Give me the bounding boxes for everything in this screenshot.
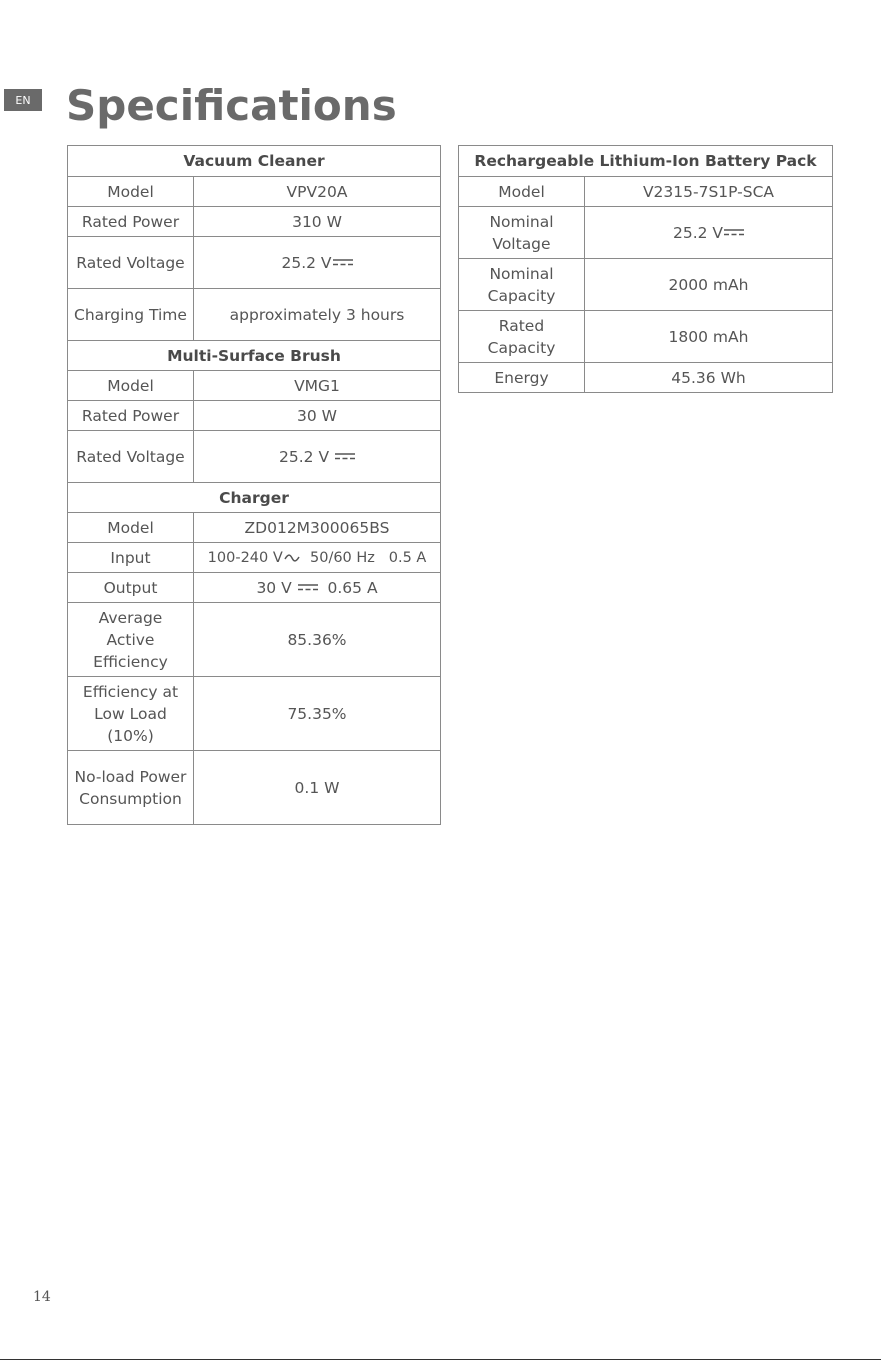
- spec-value: approximately 3 hours: [194, 289, 441, 341]
- table-row: [68, 543, 441, 573]
- section-heading-vacuum-cleaner: Vacuum Cleaner: [68, 146, 441, 177]
- table-row: [68, 677, 441, 751]
- spec-value: 45.36 Wh: [585, 363, 833, 393]
- spec-label: Charging Time: [68, 289, 194, 341]
- specs-table-right: [458, 145, 833, 393]
- table-row: [68, 573, 441, 603]
- spec-value: 2000 mAh: [585, 259, 833, 311]
- table-row: [68, 513, 441, 543]
- dc-current-icon: [724, 228, 744, 236]
- table-row: [68, 146, 441, 177]
- table-row: [459, 311, 833, 363]
- spec-value: 310 W: [194, 207, 441, 237]
- table-row: [459, 146, 833, 177]
- spec-value: 85.36%: [194, 603, 441, 677]
- dc-current-icon: [335, 452, 355, 460]
- spec-value: 75.35%: [194, 677, 441, 751]
- bottom-rule: [0, 1359, 881, 1360]
- spec-label: Nominal Voltage: [459, 207, 585, 259]
- spec-value: V2315-7S1P-SCA: [585, 177, 833, 207]
- section-heading-battery-pack: Rechargeable Lithium-Ion Battery Pack: [459, 146, 833, 177]
- spec-value: 25.2 V: [672, 223, 724, 242]
- spec-label: Rated Power: [68, 207, 194, 237]
- spec-value-cell: [194, 431, 441, 483]
- table-row: [459, 207, 833, 259]
- table-row: [68, 483, 441, 513]
- spec-value-cell: [194, 237, 441, 289]
- table-row: [68, 431, 441, 483]
- spec-label: Model: [459, 177, 585, 207]
- input-voltage: 100-240 V: [207, 549, 283, 566]
- section-heading-charger: Charger: [68, 483, 441, 513]
- spec-label: No-load Power Consumption: [68, 751, 194, 825]
- spec-label: Output: [68, 573, 194, 603]
- spec-value: 0.1 W: [194, 751, 441, 825]
- page-title: Specifications: [66, 81, 397, 130]
- specs-table-left: [67, 145, 441, 825]
- input-frequency-current: 50/60 Hz 0.5 A: [310, 549, 427, 566]
- dc-current-icon: [333, 258, 353, 266]
- table-row: [459, 177, 833, 207]
- spec-value: 30 W: [194, 401, 441, 431]
- spec-label: Rated Voltage: [68, 237, 194, 289]
- output-voltage: 30 V: [256, 578, 292, 597]
- table-row: [68, 603, 441, 677]
- spec-label: Nominal Capacity: [459, 259, 585, 311]
- table-row: [459, 363, 833, 393]
- spec-label: Model: [68, 371, 194, 401]
- page-number: 14: [33, 1289, 51, 1305]
- table-row: [68, 341, 441, 371]
- table-row: [68, 177, 441, 207]
- spec-value: ZD012M300065BS: [194, 513, 441, 543]
- ac-current-icon: [284, 554, 300, 562]
- spec-value: 1800 mAh: [585, 311, 833, 363]
- section-heading-multi-surface-brush: Multi-Surface Brush: [68, 341, 441, 371]
- table-row: [68, 401, 441, 431]
- spec-value: VMG1: [194, 371, 441, 401]
- spec-label: Rated Voltage: [68, 431, 194, 483]
- table-row: [459, 259, 833, 311]
- spec-value: 25.2 V: [279, 447, 330, 466]
- language-badge: EN: [4, 89, 42, 111]
- dc-current-icon: [298, 583, 318, 591]
- spec-value-cell: [194, 543, 441, 573]
- table-row: [68, 237, 441, 289]
- spec-label: Input: [68, 543, 194, 573]
- spec-value-cell: [585, 207, 833, 259]
- spec-label: Model: [68, 177, 194, 207]
- spec-label: Average Active Efficiency: [68, 603, 194, 677]
- output-current: 0.65 A: [327, 578, 378, 597]
- spec-label: Efficiency at Low Load (10%): [68, 677, 194, 751]
- table-row: [68, 289, 441, 341]
- spec-label: Model: [68, 513, 194, 543]
- spec-value: VPV20A: [194, 177, 441, 207]
- table-row: [68, 371, 441, 401]
- spec-label: Rated Power: [68, 401, 194, 431]
- spec-value: 25.2 V: [281, 253, 332, 272]
- table-row: [68, 207, 441, 237]
- table-row: [68, 751, 441, 825]
- spec-label: Rated Capacity: [459, 311, 585, 363]
- spec-value-cell: [194, 573, 441, 603]
- spec-label: Energy: [459, 363, 585, 393]
